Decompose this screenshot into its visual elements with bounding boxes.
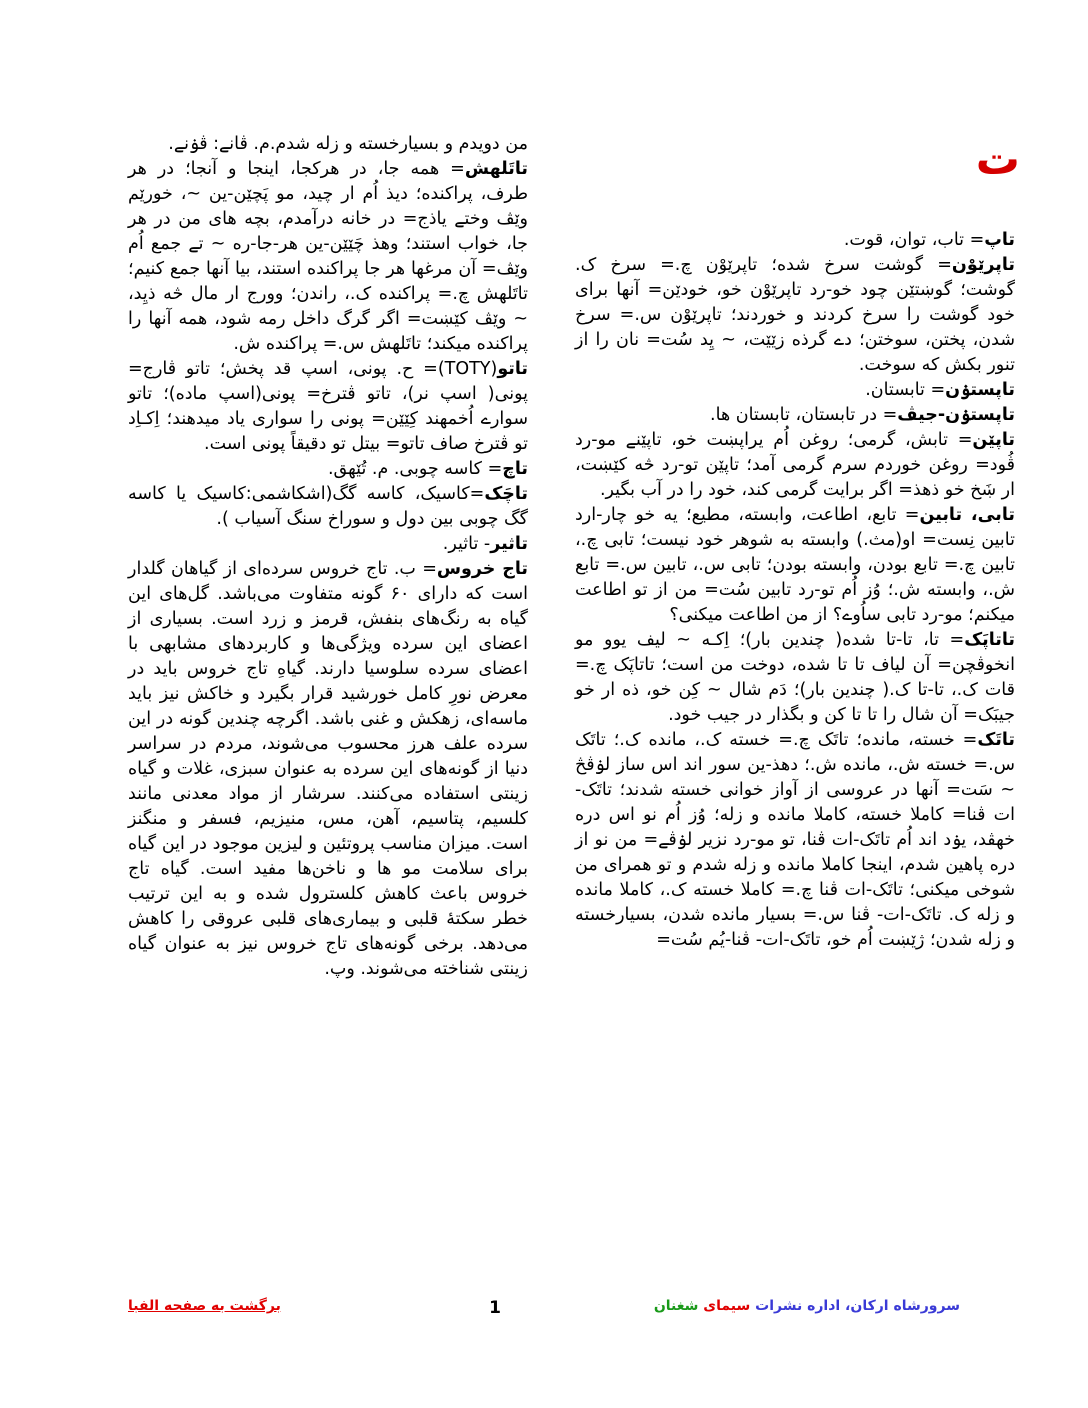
footer-publisher-place: شغنان: [653, 1298, 699, 1314]
definition: = در تابستان، تابستان ها.: [710, 405, 898, 425]
section-letter: ت: [975, 134, 1020, 185]
headword: تاپێن: [972, 430, 1015, 450]
headword: تاتو: [497, 359, 528, 379]
back-to-alphabet-link[interactable]: برگشت به صفحه الفبا: [128, 1298, 281, 1314]
footer-publisher-name: سیمای: [698, 1298, 751, 1314]
definition: = تابستان.: [865, 380, 946, 400]
entry: [575, 253, 1015, 378]
headword: تاتاپَک: [964, 630, 1015, 650]
entry: [128, 132, 528, 157]
definition: = ب. تاج خروس سرده‌ای از گیاهان گلدار است که دارای ۶۰ گونه متفاوت می‌باشد. گل‌های این گیاه به رنگ‌های بنفش، قرمز و زرد است. بسیاری از اعضای این سرده ویژگی‌ها و کاربردهای مشابهی با اعضای سرده سلوسیا دارند. گیاهِ تاج خروس باید در معرض نورِ کامل خورشید قرار بگیرد و خاکش نیز باید ماسه‌ای، زهکش و غنی باشد. اگرچه چندین گونه در این سرده علف هرز محسوب می‌شوند، مردم در سراسر دنیا از گونه‌های این سرده به عنوان سبزی، غلات و گیاه زینتی استفاده می‌کنند. سرشار از مواد معدنی مانند کلسیم، پتاسیم، آهن، مس، منیزیم، فسفر و منگنز است. میزان مناسب پروتئین و لیزین موجود در این گیاه برای سلامت مو ها و ناخن‌ها مفید است. گیاه تاج خروس باعث کاهش کلسترول شده و به این ترتیب خطر سکتهٔ قلبی و بیماری‌های قلبی عروقی را کاهش می‌دهد. برخی گونه‌های تاج خروس نیز به عنوان گیاه زینتی شناخته می‌شوند. وپ.: [128, 559, 528, 979]
headword: تاچَک: [484, 484, 528, 504]
headword: تابی، تابین: [919, 505, 1015, 525]
definition: =کاسیک، کاسه گگ(اشکاشمی:کاسیک یا کاسه گگ چوبی بین دول و سوراخ سنگ آسیاب ).: [128, 484, 528, 529]
definition: = تابع، اطاعت، وابسته، مطیع؛ یه خو چار-ارد تابین نِست= او(مث.) وابسته به شوهر خود نیست؛ تابی چ.، تابین چ.= تابع بودن، وابسته بودن؛ تابی س.، تابین س.= تابع ش.، وابسته ش.؛ وُز اُم تو-رد تابین سُت= من از تو اطاعت میکنم؛ مو-رد تابی ساُوے؟ از من اطاعت میکنی؟: [575, 505, 1015, 625]
headword: تاپ: [984, 230, 1015, 250]
page-number: 1: [489, 1298, 501, 1318]
headword: تاتَلهش: [464, 159, 528, 179]
headword: تاپستۏن-جیڤ: [897, 405, 1015, 425]
left-column: [128, 132, 528, 982]
footer-credit: [654, 1298, 960, 1314]
entry: [575, 728, 1015, 953]
definition: = همه جا، در هرکجا، اینجا و آنجا؛ در هر طرف، پراکنده؛ دیذ اُم ار چید، مو پَچێن-ین ~، خورێم وێڤ وختے یاذج= در خانه درآمدم، بچه های من در هر جا، خواب استند؛ وهذ چَێێن-ین هر-جا-ره ~ تے جمع اُم وێڤ= آن مرغها هر جا پراکنده استند، بیا آنها جمع کنیم؛ تاتَلهش چ.= پراکنده ک.، راندن؛ وورج ار مال څه ذیِد، ~ وێڤ کێښت= اگر گرگ داخل رمه شود، همه آنها را پراکنده میکند؛ تاتَلهش س.= پراکنده ش.: [128, 159, 528, 354]
entry: [128, 457, 528, 482]
definition: (TOTY)= ح. پونی، اسپ قد پخش؛ تاتو ڤارج= پونی( اسپ نر)، تاتو ڤترخ= پونی(اسپ ماده)؛ تاتو سوارے اُخمهند کِێێن= پونی را سواری یاد میدهند؛ اِکـاِد تو ڤترخ صاف تاتو= بیتل تو دقیقاً پونی است.: [128, 359, 528, 454]
headword: تاج خروس: [436, 559, 529, 579]
entry: [128, 532, 528, 557]
footer-author: سرورشاه ارکان،: [840, 1298, 960, 1314]
headword: تاثیر: [490, 534, 528, 554]
definition: = تا، تا-تا شده( چندین بار)؛ اِکـه ~ لیف یوو مو انخوڤچن= آن لیاف تا تا شده، دوخت من است؛ تاتاپَک چ.= قات ک.، تا-تا ک.( چندین بار)؛ دَم شال ~ کِن خو، ذه ار خو جیبَک= آن شال را تا تا کن و بگذار در جیب خود.: [575, 630, 1015, 725]
right-column: [575, 228, 1015, 953]
footer-publisher-prefix: اداره نشرات: [750, 1298, 841, 1314]
headword: تاچ: [502, 459, 528, 479]
definition: = خسته، مانده؛ تاتَک چ.= خسته ک.، مانده ک.؛ تاتَک س.= خسته ش.، مانده ش.؛ دهذ-ین سور اند اس ساز لۏڤڅ ~ سَت= آنها در عروسی از آواز خوانی خسته شدند؛ تاتَک-ات ڤنا= کاملا خسته، کاملا مانده و زله؛ وُز اُم نو اس دره خهڤد، یۏد اند اُم تاتَک-ات ڤنا، تو مو-رد نزیر لۏڤے= من نو از دره پاهین شدم، اینجا کاملا مانده و زله شدم و تو همرای من شوخی میکنی؛ تاتَک-ات ڤنا چ.= کاملا خسته ک.، کاملا مانده و زله ک. تاتَک-ات- ڤنا س.= بسیار مانده شدن، بسیارخسته و زله شدن؛ ژێښت اُم خو، تاتَک-ات- ڤنا-یُم سُت=: [575, 730, 1015, 950]
entry: [575, 503, 1015, 628]
headword: تاپستۏن: [945, 380, 1015, 400]
definition: = گوشت سرخ شده؛ تاپرێوْن چ.= سرخ ک. گوشت؛ گوښتێن چود خو-رد تاپرێوْن خو، خودێن= آنها برای خود گوشت را سرخ کردند و خوردند؛ تاپرێوْن س.= سرخ شدن، پختن، سوختن؛ دے گرذه زێێت، ~ یِد سُت= نان را از تنور بکش که سوخت.: [575, 255, 1015, 375]
definition: = تاب، توان، قوت.: [843, 230, 985, 250]
entry: [575, 378, 1015, 403]
entry: [128, 157, 528, 357]
entry: [575, 403, 1015, 428]
entry: [575, 628, 1015, 728]
entry: [128, 482, 528, 532]
definition: من دویدم و بسیارخسته و زله شدم.م. ڤانے: ڤۏنے.: [168, 134, 528, 154]
entry: [128, 357, 528, 457]
entry: [128, 557, 528, 982]
definition: = تابش، گرمی؛ روغن اُم یراپښت خو، تاپێنے مو-رد ڤُود= روغن خوردم سرم گرمی آمد؛ تاپێن تو-رد څه کێښت، ار ښَخ خو ذهذ= اگر برایت گرمی کند، خود را در آب بگیر.: [575, 430, 1015, 500]
definition: - تاثیر.: [442, 534, 491, 554]
entry: [575, 228, 1015, 253]
entry: [575, 428, 1015, 503]
definition: = کاسه چوبی. م. تُێهق.: [327, 459, 503, 479]
headword: تاپرێوْن: [951, 255, 1015, 275]
headword: تاتَک: [977, 730, 1015, 750]
